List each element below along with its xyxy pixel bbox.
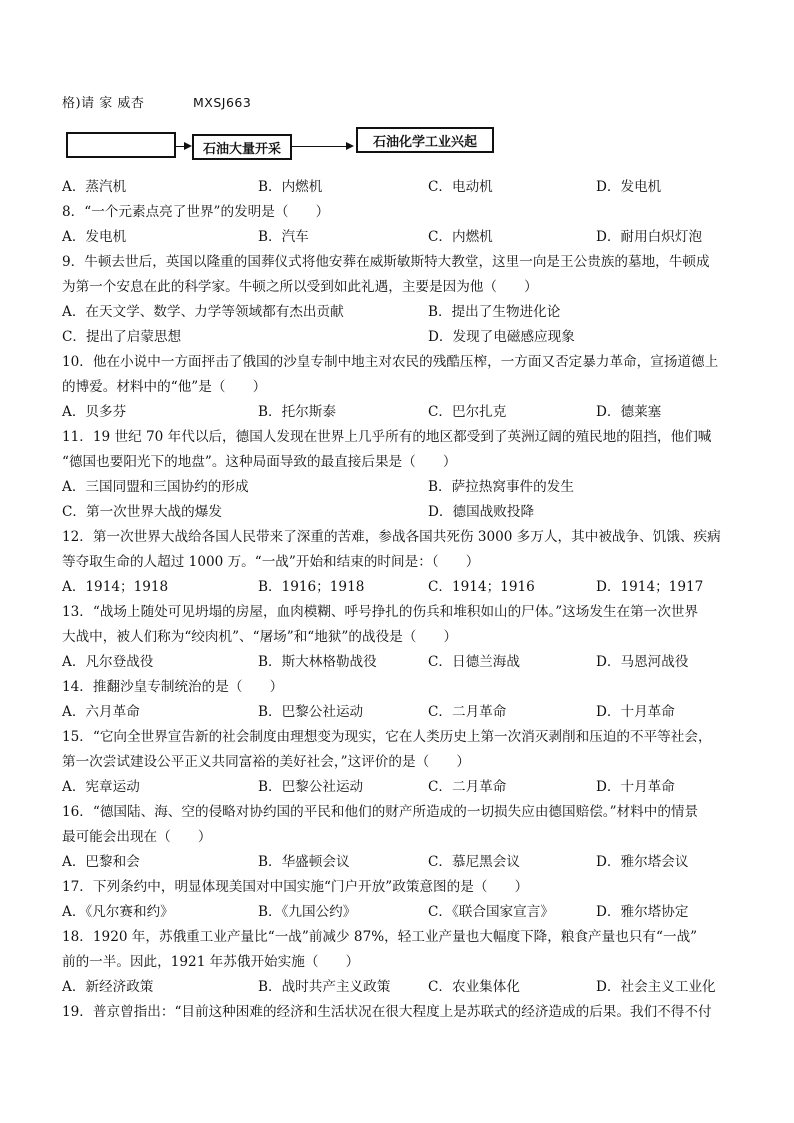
q15-stem-line1: 15．“它向全世界宣告新的社会制度由理想变为现实，它在人类历史上第一次消灭剥削和压迫的不平等社会， bbox=[62, 729, 712, 745]
q16-option-b: B．华盛顿会议 bbox=[258, 854, 350, 870]
q10-option-d: D．德莱塞 bbox=[596, 404, 662, 420]
q15-option-b: B．巴黎公社运动 bbox=[258, 779, 364, 795]
q14-option-b: B．巴黎公社运动 bbox=[258, 704, 364, 720]
header-code: MXSJ663 bbox=[192, 95, 252, 110]
q12-option-d: D．1914；1917 bbox=[596, 579, 704, 595]
arrow-head-icon bbox=[346, 142, 354, 150]
document-header bbox=[62, 92, 251, 111]
q11-option-a: A．三国同盟和三国协约的形成 bbox=[62, 479, 249, 495]
q15-option-a: A．宪章运动 bbox=[62, 779, 140, 795]
q12-option-b: B．1916；1918 bbox=[258, 579, 365, 595]
q16-option-c: C．慕尼黑会议 bbox=[428, 854, 520, 870]
q7-option-c: C．电动机 bbox=[428, 179, 493, 195]
q16-stem-line1: 16．“德国陆、海、空的侵略对协约国的平民和他们的财产所造成的一切损失应由德国赔偿。”材料中的情景 bbox=[62, 804, 699, 820]
q13-option-c: C．日德兰海战 bbox=[428, 654, 520, 670]
q16-option-d: D．雅尔塔会议 bbox=[596, 854, 689, 870]
q14-option-a: A．六月革命 bbox=[62, 704, 140, 720]
flow-box-oil-extraction: 石油大量开采 bbox=[192, 134, 292, 160]
q14-option-d: D．十月革命 bbox=[596, 704, 675, 720]
q15-option-d: D．十月革命 bbox=[596, 779, 675, 795]
q18-option-b: B．战时共产主义政策 bbox=[258, 979, 391, 995]
q12-option-c: C．1914；1916 bbox=[428, 579, 535, 595]
q8-option-b: B．汽车 bbox=[258, 229, 309, 245]
q10-option-c: C．巴尔扎克 bbox=[428, 404, 507, 420]
q18-stem-line1: 18．1920 年，苏俄重工业产量比“一战”前减少 87%，轻工业产量也大幅度下降，粮食产量也只有“一战” bbox=[62, 929, 698, 945]
q17-option-d: D．雅尔塔协定 bbox=[596, 904, 689, 920]
flow-arrow-2 bbox=[292, 146, 348, 147]
q8-option-a: A．发电机 bbox=[62, 229, 127, 245]
q11-stem-line1: 11．19 世纪 70 年代以后，德国人发现在世界上几乎所有的地区都受到了英洲辽阔的殖民地的阻挡，他们喊 bbox=[62, 429, 712, 445]
q11-option-b: B．萨拉热窝事件的发生 bbox=[428, 479, 574, 495]
q19-stem-line1: 19．普京曾指出：“目前这种困难的经济和生活状况在很大程度上是苏联式的经济造成的后果。我们不得不付 bbox=[62, 1004, 712, 1020]
q7-option-b: B．内燃机 bbox=[258, 179, 323, 195]
q9-option-a: A．在天文学、数学、力学等领域都有杰出贡献 bbox=[62, 304, 344, 320]
q14-stem: 14．推翻沙皇专制统治的是（ ） bbox=[62, 679, 284, 695]
header-text: 格)请 家 威杏 bbox=[62, 96, 145, 111]
q9-option-b: B．提出了生物进化论 bbox=[428, 304, 561, 320]
q10-option-b: B．托尔斯泰 bbox=[258, 404, 336, 420]
q17-stem: 17．下列条约中，明显体现美国对中国实施“门户开放”政策意图的是（ ） bbox=[62, 879, 529, 895]
q12-stem-line1: 12．第一次世界大战给各国人民带来了深重的苦难，参战各国共死伤 3000 多万人，其中被战争、饥饿、疾病 bbox=[62, 529, 721, 545]
q14-option-c: C．二月革命 bbox=[428, 704, 507, 720]
q17-option-a: A．《凡尔赛和约》 bbox=[62, 904, 174, 920]
q10-stem-line1: 10．他在小说中一方面抨击了俄国的沙皇专制中地主对农民的残酷压榨，一方面又否定暴力革命，宣扬道德上 bbox=[62, 354, 719, 370]
q9-stem-line1: 9．牛顿去世后，英国以隆重的国葬仪式将他安葬在威斯敏斯特大教堂，这里一向是王公贵族的墓地，牛顿成 bbox=[62, 254, 710, 270]
q11-option-d: D．德国战败投降 bbox=[428, 504, 535, 520]
q13-option-a: A．凡尔登战役 bbox=[62, 654, 154, 670]
q13-stem-line1: 13．“战场上随处可见坍塌的房屋，血肉模糊、呼号挣扎的伤兵和堆积如山的尸体。”这场发生在第一次世界 bbox=[62, 604, 699, 620]
q9-option-c: C．提出了启蒙思想 bbox=[62, 329, 182, 345]
q12-stem-line2: 等夺取生命的人超过 1000 万。“一战”开始和结束的时间是：（ ） bbox=[62, 554, 480, 570]
q9-stem-line2: 为第一个安息在此的科学家。牛顿之所以受到如此礼遇，主要是因为他（ ） bbox=[62, 279, 538, 295]
q13-option-b: B．斯大林格勒战役 bbox=[258, 654, 377, 670]
flow-box-blank bbox=[66, 132, 176, 158]
q15-stem-line2: 第一次尝试建设公平正义共同富裕的美好社会，”这评价的是（ ） bbox=[62, 754, 470, 770]
q13-option-d: D．马恩河战役 bbox=[596, 654, 689, 670]
q7-option-d: D．发电机 bbox=[596, 179, 662, 195]
q16-option-a: A．巴黎和会 bbox=[62, 854, 140, 870]
arrow-head-icon bbox=[184, 142, 192, 150]
flow-box-petrochemical: 石油化学工业兴起 bbox=[356, 127, 494, 153]
q11-option-c: C．第一次世界大战的爆发 bbox=[62, 504, 222, 520]
q8-stem: 8．“一个元素点亮了世界”的发明是（ ） bbox=[62, 204, 330, 220]
q8-option-c: C．内燃机 bbox=[428, 229, 493, 245]
q18-option-a: A．新经济政策 bbox=[62, 979, 154, 995]
q18-option-c: C．农业集体化 bbox=[428, 979, 520, 995]
q10-option-a: A．贝多芬 bbox=[62, 404, 127, 420]
q11-stem-line2: “德国也要阳光下的地盘”。这种局面导致的最直接后果是（ ） bbox=[62, 454, 457, 470]
q17-option-b: B．《九国公约》 bbox=[258, 904, 357, 920]
q17-option-c: C．《联合国家宣言》 bbox=[428, 904, 554, 920]
q16-stem-line2: 最可能会出现在（ ） bbox=[62, 829, 212, 845]
q12-option-a: A．1914；1918 bbox=[62, 579, 169, 595]
q7-option-a: A．蒸汽机 bbox=[62, 179, 127, 195]
q18-stem-line2: 前的一半。因此，1921 年苏俄开始实施（ ） bbox=[62, 954, 360, 970]
q13-stem-line2: 大战中，被人们称为“绞肉机”、“屠场”和“地狱”的战役是（ ） bbox=[62, 629, 458, 645]
q9-option-d: D．发现了电磁感应现象 bbox=[428, 329, 575, 345]
q10-stem-line2: 的博爱。材料中的“他”是（ ） bbox=[62, 379, 267, 395]
q18-option-d: D．社会主义工业化 bbox=[596, 979, 716, 995]
q15-option-c: C．二月革命 bbox=[428, 779, 507, 795]
q8-option-d: D．耐用白炽灯泡 bbox=[596, 229, 703, 245]
